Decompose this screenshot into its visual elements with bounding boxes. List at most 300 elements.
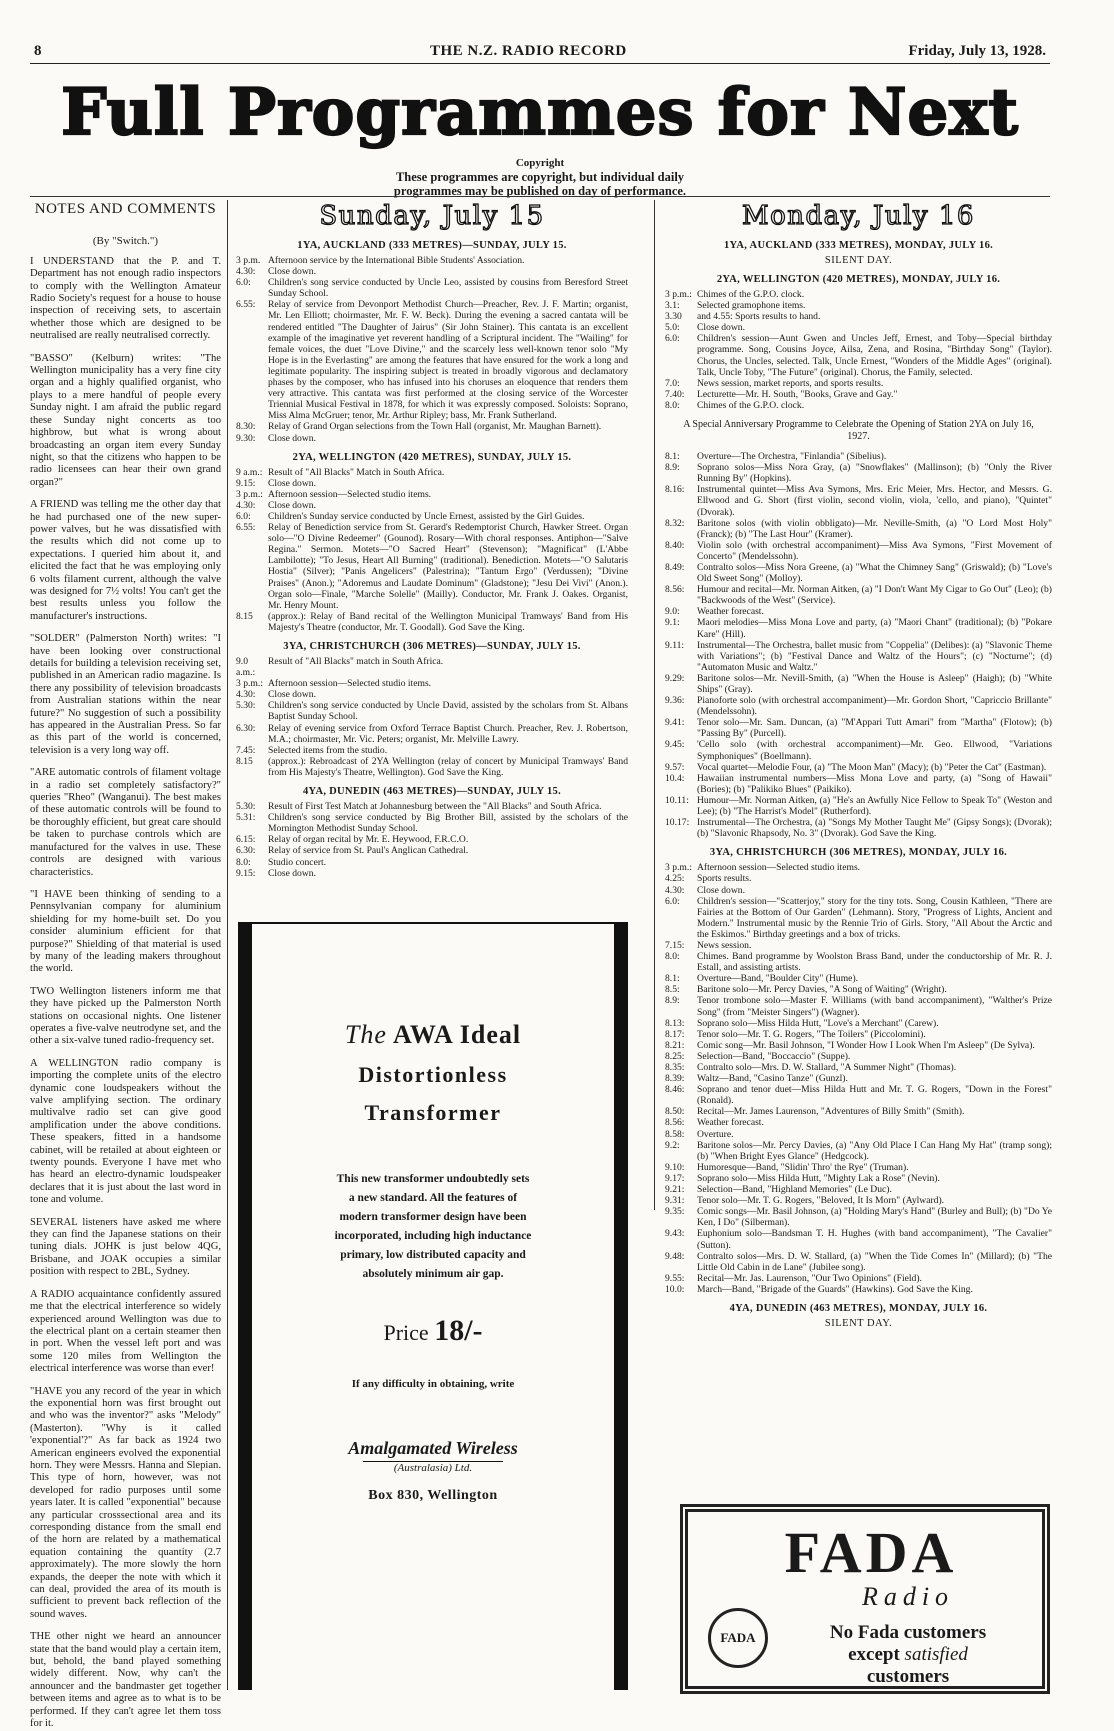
programme-time: 9.30: bbox=[236, 432, 256, 444]
programme-time: 8.16: bbox=[665, 484, 685, 496]
programme-time: 8.5: bbox=[665, 984, 680, 996]
awa-ad-the: The bbox=[344, 1020, 387, 1049]
programme-time: 8.13: bbox=[665, 1017, 685, 1029]
programme-item bbox=[236, 478, 628, 489]
programme-time: 8.50: bbox=[665, 1106, 685, 1118]
programme-item bbox=[665, 484, 1052, 517]
programme-desc: Result of "All Blacks" Match in South Africa. bbox=[268, 466, 445, 478]
programme-time: 8.46: bbox=[665, 1084, 685, 1096]
programme-item bbox=[236, 678, 628, 689]
programme-desc: Tenor solo—Mr. T. G. Rogers, "Beloved, It Is Morn" (Aylward). bbox=[697, 1195, 945, 1207]
station-heading-3ya: 3YA, CHRISTCHURCH (306 METRES), MONDAY, JULY 16. bbox=[709, 847, 1008, 859]
programme-desc: (approx.): Relay of Band recital of the Wellington Municipal Tramways' Band from His Majesty's Theatre (conductor, Mr. T. Goodall). God Save the King. bbox=[268, 610, 628, 633]
programme-desc: Close down. bbox=[268, 867, 316, 879]
notes-paragraph: "ARE automatic controls of filament voltage in a radio set completely satisfactory?" queries "Rheo" (Wanganui). The best makes of these automatic controls will be found to be thoroughly efficient, but great care should be taken to purchase controls which are manufactured for the valves in use. These controls are designed with various characteristics. bbox=[30, 767, 221, 878]
programme-item bbox=[236, 500, 628, 511]
programme-time: 8.30: bbox=[236, 421, 256, 433]
programme-item bbox=[665, 1140, 1052, 1162]
programme-desc: Pianoforte solo (with orchestral accompaniment)—Mr. Gordon Short, "Capriccio Brillante" (Mendelssohn). bbox=[697, 695, 1052, 718]
programme-item bbox=[665, 311, 1052, 322]
programme-item bbox=[236, 467, 628, 478]
programme-time: 9.15: bbox=[236, 867, 256, 879]
programme-item bbox=[665, 862, 1052, 873]
programme-desc: Chimes of the G.P.O. clock. bbox=[697, 399, 805, 411]
programme-item bbox=[236, 277, 628, 299]
programme-time: 5.30: bbox=[236, 700, 256, 712]
programme-time: 3 p.m.: bbox=[236, 678, 263, 690]
programme-list bbox=[236, 255, 628, 444]
fada-radio-advert bbox=[680, 1504, 1050, 1694]
programme-item bbox=[665, 289, 1052, 300]
programme-item bbox=[665, 1195, 1052, 1206]
programme-item bbox=[665, 1117, 1052, 1128]
programme-item bbox=[665, 1184, 1052, 1195]
programme-item bbox=[665, 606, 1052, 617]
awa-ad-help: If any difficulty in obtaining, write bbox=[351, 1378, 515, 1390]
programme-item bbox=[236, 433, 628, 444]
programme-desc: Vocal quartet—Melodie Four, (a) "The Moon Man" (Macy); (b) "Peter the Cat" (Eastman). bbox=[697, 761, 1047, 773]
programme-desc: Relay of Benediction service from St. Gerard's Redemptorist Church, Hawker Street. Organ solo—"O Divine Redeemer" (Gounod). Rosary—With choral responses. Antiphon—"Salve Regina." Sermon. Motets—"O Sacred Heart" (Stevenson); "Magnificat" (L'Abbe Lambilotte); "To Jesus, Heart All Burning" (traditional). Benediction. Motets—"O Salutaris Hostia" (Silver); "Panis Angelicers" (Palestrina); "Tantum Ergo" (Verdussen); "Divine Praises" (Anon.); "Adoremus and Laudate Dominum" (Gladstone); "Jesu Dei Vivi" (Anon.). Organ solo—Finale, "Marche Solelle" (Mailly). Conductor, Mr. Frank J. Oakes. Organist, Mr. Henry Mount. bbox=[268, 522, 628, 611]
programme-item bbox=[236, 421, 628, 432]
programme-time: 5.0: bbox=[665, 322, 680, 334]
programme-time: 3 p.m.: bbox=[665, 289, 692, 300]
programme-desc: Recital—Mr. Jas. Laurenson, "Our Two Opinions" (Field). bbox=[697, 1272, 922, 1284]
programme-item bbox=[236, 689, 628, 700]
notes-paragraph: A FRIEND was telling me the other day that he had purchased one of the new super-power valves, but he was dissatisfied with the results which did not come up to expectations. I queried him about it, and elicited the fact that he was employing only 6 volts filament current, although the valve was designed for 7½ volts! You can't get the best results unless you follow the manufacturer's instructions. bbox=[30, 499, 221, 622]
programme-time: 8.25: bbox=[665, 1050, 685, 1062]
programme-item bbox=[665, 322, 1052, 333]
programme-desc: Contralto solo—Mrs. D. W. Stallard, "A Summer Night" (Thomas). bbox=[697, 1062, 957, 1073]
programme-item bbox=[236, 801, 628, 812]
programme-time: 9.35: bbox=[665, 1206, 685, 1218]
programme-desc: Children's Sunday service conducted by Uncle Ernest, assisted by the Girl Guides. bbox=[268, 510, 585, 522]
page-headline: Full Programmes for Next bbox=[61, 75, 1019, 150]
notes-column bbox=[30, 200, 228, 1730]
programme-item bbox=[236, 845, 628, 856]
programme-time: 9.21: bbox=[665, 1184, 685, 1196]
notes-paragraph: A WELLINGTON radio company is importing the complete units of the electro dynamic cone loudspeakers without the valve amplifying section. The ordinary multivalve radio set can give good amplification under the above conditions. These speakers, fitted in a handsome cabinet, will be retailed at about eighteen or twenty pounds. Everyone I have met who has heard an electro-dynamic loudspeaker declares that it is just about the last word in tone and volume. bbox=[30, 1057, 221, 1206]
programme-time: 7.40: bbox=[665, 388, 685, 400]
programme-time: 9.55: bbox=[665, 1272, 685, 1284]
programme-desc: News session, market reports, and sports results. bbox=[697, 377, 884, 389]
programme-time: 9.1: bbox=[665, 617, 680, 629]
programme-time: 8.1: bbox=[665, 451, 680, 463]
programme-time: 6.55: bbox=[236, 299, 256, 311]
programme-desc: Studio concert. bbox=[268, 856, 327, 868]
programme-time: 6.55: bbox=[236, 522, 256, 534]
programme-item bbox=[665, 640, 1052, 673]
programme-item bbox=[665, 1084, 1052, 1106]
programme-time: 10.17: bbox=[665, 817, 690, 829]
programme-desc: Selection—Band, "Boccaccio" (Suppe). bbox=[697, 1050, 851, 1062]
programme-desc: Baritone solos (with violin obbligato)—Mr. Neville-Smith, (a) "O Lord Most Holy" (Franck); (b) "The Last Hour" (Kramer). bbox=[697, 517, 1052, 540]
programme-item bbox=[665, 1251, 1052, 1273]
fada-tagline bbox=[788, 1622, 1028, 1688]
programme-list bbox=[236, 656, 628, 778]
notes-paragraph: "I HAVE been thinking of sending to a Pennsylvanian company for aluminium shielding for my home-built set. Do you consider aluminium efficient for that purpose?" Shielding of that material is used by many of the leading makers throughout the world. bbox=[30, 888, 221, 975]
programme-item bbox=[236, 255, 628, 266]
programme-time: 8.40: bbox=[665, 539, 685, 551]
programme-item bbox=[665, 695, 1052, 717]
programme-list bbox=[236, 801, 628, 879]
programme-item bbox=[665, 873, 1052, 884]
notes-paragraph: THE other night we heard an announcer state that the band would play a certain item, but, behold, the band played something widely different. Now, why can't the announcer and the bandmaster get together between items and agree as to what is to be performed. If they can't agree let them toss for it. bbox=[30, 1631, 221, 1730]
programme-item bbox=[236, 812, 628, 834]
programme-item bbox=[236, 723, 628, 745]
programme-time: 9.15: bbox=[236, 477, 256, 489]
programme-time: 9.10: bbox=[665, 1161, 685, 1173]
awa-ad-brand-title: AWA Ideal bbox=[392, 1020, 522, 1049]
programme-item bbox=[665, 1106, 1052, 1117]
programme-time: 8.0: bbox=[236, 856, 251, 868]
copyright-label: Copyright bbox=[515, 157, 565, 169]
programme-list-3ya bbox=[665, 862, 1052, 1295]
programme-time: 8.56: bbox=[665, 584, 685, 596]
programme-desc: March—Band, "Brigade of the Guards" (Hawkins). God Save the King. bbox=[697, 1283, 973, 1295]
programme-item bbox=[236, 611, 628, 633]
programme-item bbox=[665, 762, 1052, 773]
awa-transformer-advert bbox=[238, 922, 628, 1690]
programme-desc: Relay of service from St. Paul's Anglican Cathedral. bbox=[268, 845, 469, 857]
programme-item bbox=[665, 540, 1052, 562]
programme-time: 4.25: bbox=[665, 873, 685, 885]
programme-desc: Close down. bbox=[697, 322, 745, 334]
programme-time: 9.43: bbox=[665, 1228, 685, 1240]
programme-time: 9.48: bbox=[665, 1250, 685, 1262]
programme-desc: Afternoon session—Selected studio items. bbox=[268, 488, 432, 500]
programme-desc: Tenor solo—Mr. Sam. Duncan, (a) "M'Appari Tutt Amari" from "Martha" (Flotow); (b) "Passing By" (Purcell). bbox=[697, 717, 1052, 740]
header-rule bbox=[30, 196, 1050, 197]
programme-desc: Soprano solo—Miss Hilda Hutt, "Mighty Lak a Rose" (Nevin). bbox=[697, 1172, 940, 1184]
programme-time: 7.0: bbox=[665, 377, 680, 389]
fada-tagline-1: No Fada customers bbox=[829, 1622, 987, 1643]
programme-item bbox=[236, 511, 628, 522]
programme-item bbox=[665, 896, 1052, 940]
notes-body bbox=[30, 256, 221, 1731]
programme-desc: Children's song service conducted by Big Brother Bill, assisted by the scholars of the Mornington Methodist Sunday School. bbox=[268, 812, 628, 835]
fada-tagline-3: customers bbox=[866, 1666, 950, 1687]
programme-desc: Afternoon session—Selected studio items. bbox=[268, 678, 432, 690]
programme-time: 3.30 bbox=[665, 311, 682, 323]
sunday-programmes bbox=[236, 240, 628, 879]
fada-logo: FADA bbox=[784, 1520, 958, 1585]
paper-name: THE N.Z. RADIO RECORD bbox=[430, 43, 627, 59]
notes-paragraph: SEVERAL listeners have asked me where they can find the Japanese stations on their tuning dials. JOHK is just below 4QG, Brisbane, and JOAK occupies a similar position with respect to 2BL, Sydney. bbox=[30, 1216, 221, 1278]
programme-time: 8.0: bbox=[665, 951, 680, 963]
programme-item bbox=[665, 451, 1052, 462]
programme-item bbox=[665, 951, 1052, 973]
programme-time: 8.35: bbox=[665, 1062, 685, 1073]
programme-item bbox=[665, 518, 1052, 540]
programme-desc: Violin solo (with orchestral accompaniment)—Miss Ava Symons, "First Movement of Concerto" (Mendelssohn). bbox=[697, 539, 1052, 562]
programme-item bbox=[665, 1273, 1052, 1284]
issue-date: Friday, July 13, 1928. bbox=[908, 43, 1046, 59]
programme-desc: Close down. bbox=[268, 689, 316, 701]
programme-desc: Relay of organ recital by Mr. E. Heywood, F.R.C.O. bbox=[268, 834, 469, 846]
programme-desc: Children's session—Aunt Gwen and Uncles Jeff, Ernest, and Toby—Special birthday programme. Song, Cousins Joyce, Ailsa, Zena, and Rosina, "Birthday Song" (Taylor). Chorus, the Uncles, selected. Talk, Uncle Ernest, "Wonders of the Middle Ages" (original). Talk, Uncle Toby, "The Future" (original). Chorus, the Family, selected. bbox=[697, 333, 1052, 378]
programme-item bbox=[236, 266, 628, 277]
programme-desc: Instrumental quintet—Miss Ava Symons, Mrs. Eric Meier, Mrs. Hector, and Messrs. G. Ellwood and G. Short (first violin, second violin, viola, 'cello, and piano), "Quintet" (Dvorak). bbox=[697, 484, 1052, 518]
programme-item bbox=[665, 1029, 1052, 1040]
programme-list-2ya-a bbox=[665, 289, 1052, 411]
programme-desc: Maori melodies—Miss Mona Love and party, (a) "Maori Chant" (traditional); (b) "Pokare Kare" (Hill). bbox=[697, 617, 1052, 640]
programme-time: 7.45: bbox=[236, 744, 256, 756]
programme-time: 10.0: bbox=[665, 1283, 685, 1295]
programme-item bbox=[665, 885, 1052, 896]
programme-desc: Relay of Grand Organ selections from the Town Hall (organist, Mr. Maughan Barnett). bbox=[268, 421, 602, 433]
fada-tagline-2 bbox=[788, 1644, 1028, 1666]
programme-desc: Afternoon service by the International Bible Students' Association. bbox=[268, 255, 525, 266]
programme-time: 6.0: bbox=[236, 510, 251, 522]
programme-item bbox=[665, 1062, 1052, 1073]
programme-time: 6.30: bbox=[236, 845, 256, 857]
programme-item bbox=[665, 673, 1052, 695]
notes-paragraph: "HAVE you any record of the year in which the exponential horn was first brought out and who was the inventor?" asks "Melody" (Masterton). "Why is it called 'exponential'?" As far back as 1924 two American engineers evolved the exponential horn. They were Messrs. Hanna and Slepian. This type of horn, however, was not developed for radio purposes until some years later. It is called "exponential" because any particular crosssectional area and its corresponding distance from the small end of the horn are related by a mathematical equation containing the quantity (2.7 approximately). The more slowly the horn expands, the deeper the note with which it can deal, provided the area of its mouth is sufficient to prevent back reflection of the sound waves. bbox=[30, 1385, 221, 1620]
programme-desc: Chimes. Band programme by Woolston Brass Band, under the conductorship of Mr. R. J. Estall, and assisting artists. bbox=[697, 951, 1052, 974]
station-heading: 2YA, WELLINGTON (420 METRES), SUNDAY, JULY 15. bbox=[292, 451, 572, 463]
sunday-heading: Sunday, July 15 bbox=[319, 201, 545, 231]
awa-ad-price bbox=[252, 1314, 614, 1348]
notes-title: NOTES AND COMMENTS bbox=[34, 201, 217, 217]
notes-paragraph: A RADIO acquaintance confidently assured me that the electrical interference so widely experienced around Wellington was due to the electrical plant on a certain steamer then in port. When the vessel left port and was some 120 miles from Wellington the electrical interference was worse than ever! bbox=[30, 1288, 221, 1375]
programme-desc: Close down. bbox=[268, 432, 316, 444]
page-number: 8 bbox=[34, 43, 42, 59]
programme-desc: Tenor trombone solo—Master F. Williams (with band accompaniment), "Walther's Prize Song" (from "Meister Singers") (Wagner). bbox=[697, 995, 1052, 1018]
programme-item bbox=[236, 834, 628, 845]
programme-time: 8.17: bbox=[665, 1028, 685, 1040]
station-heading: 3YA, CHRISTCHURCH (306 METRES)—SUNDAY, JULY 15. bbox=[283, 641, 581, 652]
fada-tagline-2b: satisfied bbox=[904, 1644, 968, 1665]
programme-time: 8.15 bbox=[236, 755, 253, 767]
programme-time: 9 a.m.: bbox=[236, 466, 263, 478]
awa-ad-company-sub: (Australasia) Ltd. bbox=[363, 1461, 503, 1474]
programme-item bbox=[665, 1129, 1052, 1140]
programme-time: 9.0 a.m.: bbox=[236, 656, 256, 679]
programme-item bbox=[236, 745, 628, 756]
programme-item bbox=[665, 1018, 1052, 1029]
silent-day-4ya: SILENT DAY. bbox=[824, 1317, 893, 1329]
programme-item bbox=[665, 1228, 1052, 1250]
programme-desc: Close down. bbox=[697, 884, 745, 896]
programme-item bbox=[665, 333, 1052, 377]
programme-desc: News session. bbox=[697, 939, 752, 951]
programme-desc: Hawaiian instrumental numbers—Miss Mona Love and party, (a) "Song of Hawaii" (Bories); (b) "Palikiko Blues" (Paikiko). bbox=[697, 772, 1052, 795]
programme-item bbox=[665, 1051, 1052, 1062]
programme-desc: Weather forecast. bbox=[697, 606, 764, 618]
programme-desc: Sports results. bbox=[697, 873, 752, 885]
programme-desc: Children's song service conducted by Uncle Leo, assisted by cousins from Beresford Street Sunday School. bbox=[268, 277, 628, 300]
programme-time: 10.4: bbox=[665, 772, 685, 784]
programme-item bbox=[665, 562, 1052, 584]
programme-time: 8.21: bbox=[665, 1039, 685, 1051]
programme-time: 3 p.m.: bbox=[665, 862, 692, 874]
programme-desc: Relay of evening service from Oxford Terrace Baptist Church. Preacher, Rev. J. Robertson, M.A.; choirmaster, Mr. Vic. Peters; organist, Mr. Melville Lawry. bbox=[268, 722, 628, 745]
programme-time: 6.0: bbox=[665, 333, 680, 345]
programme-item bbox=[665, 973, 1052, 984]
programme-desc: Result of "All Blacks" match in South Africa. bbox=[268, 656, 444, 667]
programme-time: 9.29: bbox=[665, 672, 685, 684]
programme-desc: Weather forecast. bbox=[697, 1117, 764, 1129]
programme-desc: Baritone solo—Mr. Percy Davies, "A Song of Waiting" (Wright). bbox=[697, 984, 947, 996]
programme-desc: Children's session—"Scatterjoy," story for the tiny tots. Song, Cousin Kathleen, "There are Fairies at the Bottom of Our Garden" (Lehmann). Story, "Progress of Lights, Ancient and Modern." Instrumental music by the Rennie Trio of Girls. Story, "All About the Arctic and the Eskimos." Birthday greetings and a box of tricks. bbox=[697, 895, 1052, 940]
programme-time: 6.0: bbox=[665, 895, 680, 907]
awa-ad-price-value: 18/- bbox=[434, 1314, 483, 1347]
monday-heading: Monday, July 16 bbox=[742, 201, 975, 231]
programme-item bbox=[236, 489, 628, 500]
running-head bbox=[30, 40, 1050, 64]
notes-paragraph: "BASSO" (Kelburn) writes: "The Wellington municipality has a very fine city organ and a highly qualified organist, who plays to a mere handful of people every Sunday night. I am afraid the public regard these Sunday night concerts as too highbrow, but what is wrong about broadcasting an organ item every Sunday night, so that the citizens who happen to be radio licensees can hear their own grand organ?" bbox=[30, 352, 221, 488]
notes-paragraph: TWO Wellington listeners inform me that they have picked up the Palmerston North stations on occasional nights. One listener operates a five-valve neutrodyne set, and the other a six-valve tuned radio-frequency set. bbox=[30, 985, 221, 1047]
programme-item bbox=[665, 773, 1052, 795]
programme-item bbox=[665, 584, 1052, 606]
programme-desc: Contralto solos—Miss Nora Greene, (a) "What the Chimney Sang" (Griswald); (b) "Love's Old Sweet Song" (Molloy). bbox=[697, 561, 1052, 585]
programme-desc: Relay of service from Devonport Methodist Church—Preacher, Rev. J. F. Martin; organist, Mr. Len Elliott; choirmaster, Mr. F. W. Beck). During the evening a sacred cantata will be rendered entitled "The Daughter of Jairus" (Sir John Stainer). This cantata is an excellent example of the imaginative yet reverent handling of a Scriptural incident. The "Wailing" for female voices, the duet "Love Divine," and the scarcely less well-known tenor solo "My Hope is in the Everlasting" are among the features that have ensured for the work a long and legitimate popularity. The inspiring subject is treated in broadly vigorous and declamatory phases by the composer, who has infused into his choruses an eloquence that renders them very attractive. This cantata was first performed at the closing service of the Worcester Triennial Musical Festival in 1878, for which it was expressly composed. Soloists: Soprano, Miss Alma McGruer; tenor, Mr. Arthur Ripley; bass, Mr. Frank Sutherland. bbox=[268, 299, 628, 422]
awa-ad-company: Amalgamated Wireless bbox=[348, 1438, 518, 1458]
programme-item bbox=[665, 1040, 1052, 1051]
programme-time: 7.15: bbox=[665, 939, 685, 951]
programme-time: 4.30: bbox=[236, 689, 256, 701]
programme-item bbox=[665, 1173, 1052, 1184]
programme-desc: Close down. bbox=[268, 499, 316, 511]
awa-ad-address: Box 830, Wellington bbox=[368, 1488, 498, 1503]
programme-time: 9.45: bbox=[665, 739, 685, 751]
awa-ad-title bbox=[252, 1020, 614, 1050]
programme-desc: Soprano and tenor duet—Miss Hilda Hutt and Mr. T. G. Rogers, "Down in the Forest" (Ronald). bbox=[697, 1084, 1052, 1107]
notes-byline: (By "Switch.") bbox=[92, 235, 159, 248]
programme-item bbox=[665, 378, 1052, 389]
programme-item bbox=[236, 868, 628, 879]
anniversary-note: A Special Anniversary Programme to Celebrate the Opening of Station 2YA on July 16, 1927. bbox=[683, 419, 1034, 443]
programme-time: 9.41: bbox=[665, 717, 685, 729]
programme-desc: Recital—Mr. James Laurenson, "Adventures of Billy Smith" (Smith). bbox=[697, 1106, 965, 1118]
programme-desc: Close down. bbox=[268, 477, 316, 489]
programme-desc: Baritone solos—Mr. Percy Davies, (a) "Any Old Place I Can Hang My Hat" (tramp song); (b) "When Bright Eyes Glance" (Hedgcock). bbox=[697, 1139, 1052, 1162]
programme-item bbox=[665, 400, 1052, 411]
programme-desc: Soprano solo—Miss Hilda Hutt, "Love's a Merchant" (Carew). bbox=[697, 1017, 939, 1029]
programme-item bbox=[236, 522, 628, 611]
programme-desc: Baritone solos—Mr. Nevill-Smith, (a) "When the House is Asleep" (Haigh); (b) "White Ships" (Gray). bbox=[697, 672, 1052, 695]
programme-time: 9.0: bbox=[665, 606, 680, 618]
programme-desc: Contralto solos—Mrs. D. W. Stallard, (a) "When the Tide Comes In" (Millard); (b) "The Little Old Cabin in de Lane" (Jubilee song). bbox=[697, 1250, 1052, 1273]
programme-item bbox=[665, 462, 1052, 484]
programme-time: 3 p.m. bbox=[236, 255, 261, 266]
programme-time: 8.49: bbox=[665, 561, 685, 573]
programme-time: 3.1: bbox=[665, 300, 680, 312]
notes-paragraph: I UNDERSTAND that the P. and T. Department has not enough radio inspectors to comply with the Wellington Amateur Radio Society's request for a house to house inspection of receiving sets, to ascertain whether those which are designed to be neutralised are really neutralised correctly. bbox=[30, 255, 221, 342]
awa-ad-body: This new transformer undoubtedly sets a new standard. All the features of modern transformer design have been incorporated, including high inductance primary, low distributed capacity and absolutely minimum air gap. bbox=[334, 1173, 532, 1280]
programme-time: 4.30: bbox=[236, 266, 256, 278]
programme-time: 8.56: bbox=[665, 1117, 685, 1129]
programme-item bbox=[665, 995, 1052, 1017]
programme-desc: Soprano solos—Miss Nora Gray, (a) "Snowflakes" (Mallinson); (b) "Only the River Running By" (Hopkins). bbox=[697, 462, 1052, 485]
programme-time: 8.0: bbox=[665, 399, 680, 411]
station-heading-1ya: 1YA, AUCKLAND (333 METRES), MONDAY, JULY 16. bbox=[723, 240, 994, 251]
programme-desc: Humoresque—Band, "Slidin' Thro' the Rye" (Truman). bbox=[697, 1161, 909, 1173]
programme-time: 8.15 bbox=[236, 610, 253, 622]
programme-desc: Overture. bbox=[697, 1128, 734, 1140]
programme-time: 9.2: bbox=[665, 1139, 680, 1151]
programme-desc: Close down. bbox=[268, 266, 316, 278]
programme-item bbox=[665, 1073, 1052, 1084]
programme-desc: Result of First Test Match at Johannesburg between the "All Blacks" and South Africa. bbox=[268, 801, 602, 813]
programme-desc: Euphonium solo—Bandsman T. H. Hughes (with band accompaniment), "The Cavalier" (Sutton). bbox=[697, 1228, 1052, 1251]
programme-item bbox=[665, 300, 1052, 311]
programme-desc: Waltz—Band, "Casino Tanze" (Gunzl). bbox=[697, 1073, 848, 1085]
station-heading-2ya: 2YA, WELLINGTON (420 METRES), MONDAY, JULY 16. bbox=[716, 274, 1001, 285]
programme-desc: Selected items from the studio. bbox=[268, 744, 388, 756]
programme-item bbox=[236, 700, 628, 722]
programme-time: 9.57: bbox=[665, 761, 685, 773]
programme-desc: Comic songs—Mr. Basil Johnson, (a) "Holding Mary's Hand" (Burley and Bull); (b) "Do Ye Ken, I Do" (Silberman). bbox=[697, 1206, 1052, 1229]
programme-time: 8.1: bbox=[665, 973, 680, 985]
programme-item bbox=[665, 795, 1052, 817]
programme-time: 8.32: bbox=[665, 517, 685, 529]
programme-desc: Overture—The Orchestra, "Finlandia" (Sibelius). bbox=[697, 451, 887, 463]
copyright-line-1: These programmes are copyright, but individual daily bbox=[395, 170, 685, 184]
programme-desc: Instrumental—The Orchestra, ballet music from "Coppelia" (Delibes): (a) "Slavonic Theme with Variations"; (b) "Festival Dance and Waltz of the Hours"; (c) "Nocturne"; (d) "Automaton Music and Waltz." bbox=[697, 639, 1052, 673]
programme-time: 8.9: bbox=[665, 462, 680, 474]
programme-item bbox=[665, 940, 1052, 951]
programme-list bbox=[236, 467, 628, 633]
programme-list-2ya-b bbox=[665, 451, 1052, 839]
programme-item bbox=[665, 1162, 1052, 1173]
programme-time: 5.31: bbox=[236, 812, 256, 824]
copyright-line-2: programmes may be published on day of performance. bbox=[393, 184, 687, 198]
programme-desc: Children's song service conducted by Uncle David, assisted by the scholars from St. Albans Baptist Sunday School. bbox=[268, 700, 628, 723]
programme-time: 6.15: bbox=[236, 834, 256, 846]
programme-desc: Comic song—Mr. Basil Johnson, "I Wonder How I Look When I'm Asleep" (De Sylva). bbox=[697, 1039, 1035, 1051]
programme-time: 6.0: bbox=[236, 277, 251, 289]
programme-desc: Humour—Mr. Norman Aitken, (a) "He's an Awfully Nice Fellow to Speak To" (Weston and Lee); (b) "The Harrist's Model" (Rutherford). bbox=[697, 794, 1052, 818]
programme-time: 9.11: bbox=[665, 639, 685, 651]
programme-desc: 'Cello solo (with orchestral accompaniment)—Mr. Geo. Ellwood, "Variations Symphoniques" (Boellmann). bbox=[697, 739, 1052, 762]
programme-item bbox=[665, 717, 1052, 739]
programme-time: 8.39: bbox=[665, 1073, 685, 1085]
programme-desc: Overture—Band, "Boulder City" (Hume). bbox=[697, 973, 859, 985]
programme-item bbox=[665, 739, 1052, 761]
programme-desc: (approx.): Rebroadcast of 2YA Wellington (relay of concert by Municipal Tramways' Band from His Majesty's Theatre, Wellington). God Save the King. bbox=[268, 755, 628, 778]
programme-time: 6.30: bbox=[236, 722, 256, 734]
programme-item bbox=[665, 1284, 1052, 1295]
programme-time: 3 p.m.: bbox=[236, 488, 263, 500]
station-heading: 4YA, DUNEDIN (463 METRES)—SUNDAY, JULY 15. bbox=[302, 786, 562, 798]
programme-desc: Selected gramophone items. bbox=[697, 300, 806, 312]
programme-time: 9.31: bbox=[665, 1195, 685, 1207]
programme-item bbox=[665, 389, 1052, 400]
awa-ad-line-3: Transformer bbox=[364, 1100, 502, 1125]
copyright-notice bbox=[320, 156, 760, 198]
awa-ad-price-label: Price bbox=[383, 1320, 429, 1345]
programme-time: 4.30: bbox=[236, 499, 256, 511]
programme-item bbox=[236, 857, 628, 868]
programme-item bbox=[665, 617, 1052, 639]
programme-time: 9.17: bbox=[665, 1172, 685, 1184]
station-heading-4ya: 4YA, DUNEDIN (463 METRES), MONDAY, JULY 16. bbox=[729, 1302, 988, 1314]
station-heading: 1YA, AUCKLAND (333 METRES)—SUNDAY, JULY 15. bbox=[297, 240, 567, 251]
programme-time: 9.36: bbox=[665, 695, 685, 707]
programme-item bbox=[236, 756, 628, 778]
notes-paragraph: "SOLDER" (Palmerston North) writes: "I have been looking over constructional details for building a television receiving set, published in an American radio magazine. Is there any possibility of television broadcasts from Australian stations within the near future?" No suggestion of such a possibility has appeared in the Australian Press. So far as this part of the world is concerned, television is a very long way off. bbox=[30, 633, 221, 756]
programme-desc: Afternoon session—Selected studio items. bbox=[697, 862, 861, 874]
programme-desc: Tenor solo—Mr. T. G. Rogers, "The Toilers" (Piccolomini). bbox=[697, 1028, 926, 1040]
silent-day-1ya: SILENT DAY. bbox=[824, 255, 893, 266]
programme-item bbox=[665, 984, 1052, 995]
monday-column bbox=[654, 200, 1052, 1329]
fada-tagline-2a: except bbox=[848, 1644, 900, 1665]
programme-time: 10.11: bbox=[665, 794, 689, 806]
programme-item bbox=[665, 1206, 1052, 1228]
fada-radio-word: Radio bbox=[861, 1582, 955, 1611]
